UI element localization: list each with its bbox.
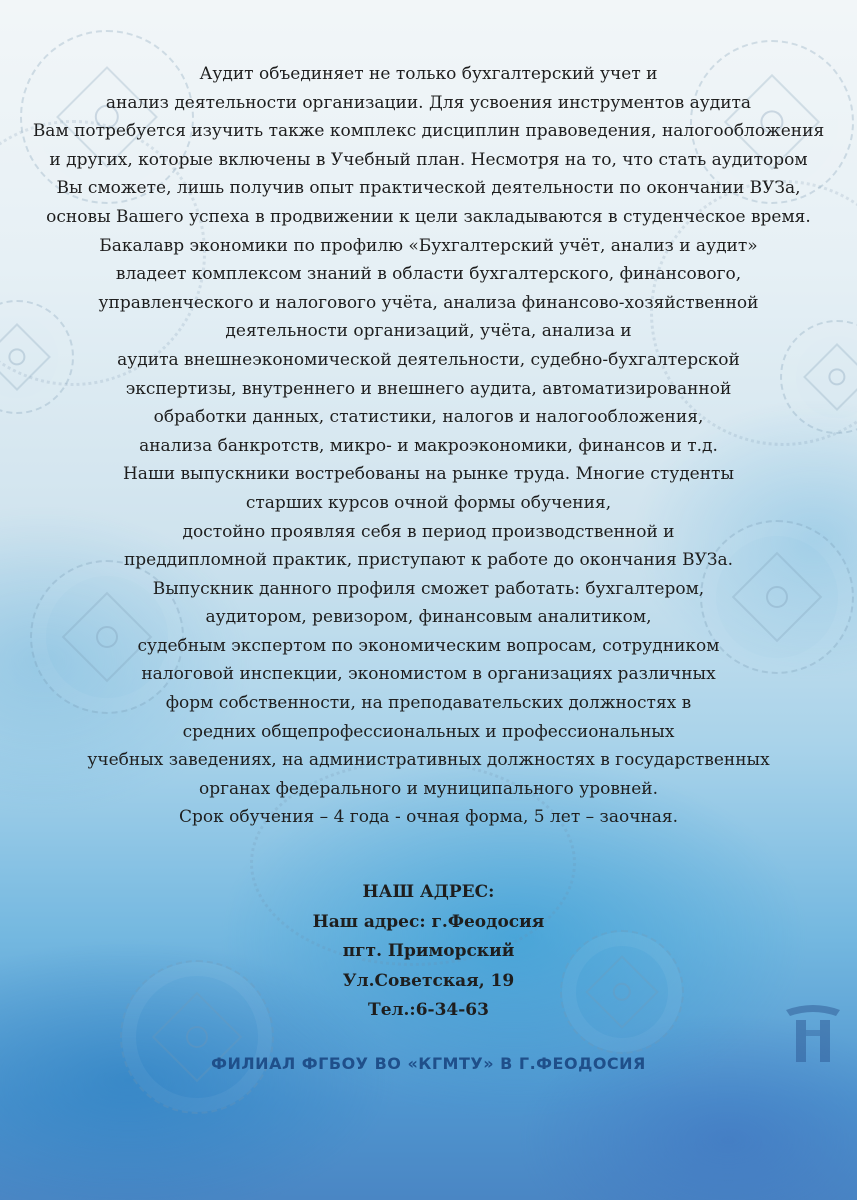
description-line: Наши выпускники востребованы на рынке труда. Многие студенты	[122, 464, 734, 485]
description-line: анализа банкротств, микро- и макроэкономики, финансов и т.д.	[139, 435, 718, 456]
description-line: владеет комплексом знаний в области бухгалтерского, финансового,	[115, 264, 742, 285]
description-line: управленческого и налогового учёта, анализа финансово-хозяйственной	[98, 292, 759, 313]
description-line: Вам потребуется изучить также комплекс дисциплин правоведения, налогообложения	[32, 121, 825, 142]
description-line: достойно проявляя себя в период производственной и	[182, 521, 675, 542]
description-line: налоговой инспекции, экономистом в организациях различных	[141, 664, 716, 685]
description-line: обработки данных, статистики, налогов и налогообложения,	[153, 407, 704, 428]
description-line: форм собственности, на преподавательских должностях в	[165, 693, 692, 714]
address-street: Ул.Советская, 19	[342, 970, 515, 991]
description-line: аудита внешнеэкономической деятельности, судебно-бухгалтерской	[117, 349, 740, 370]
description-line: экспертизы, внутреннего и внешнего аудита, автоматизированной	[125, 378, 732, 399]
address-settlement: пгт. Приморский	[342, 941, 515, 961]
description-line: старших курсов очной формы обучения,	[245, 492, 612, 513]
address-block	[0, 878, 857, 1026]
description-line: учебных заведениях, на административных должностях в государственных	[87, 750, 770, 771]
description-line: Аудит объединяет не только бухгалтерский учет и	[199, 64, 658, 84]
address-city: Наш адрес: г.Феодосия	[312, 911, 545, 932]
description-line: аудитором, ревизором, финансовым аналитиком,	[205, 607, 652, 628]
description-line: анализ деятельности организации. Для усвоения инструментов аудита	[105, 92, 752, 113]
program-description	[0, 60, 857, 832]
organization-name: ФИЛИАЛ ФГБОУ ВО «КГМТУ» В Г.ФЕОДОСИЯ	[211, 1054, 646, 1073]
description-line: Выпускник данного профиля сможет работать: бухгалтером,	[152, 578, 705, 599]
description-line: органах федерального и муниципального уровней.	[198, 778, 659, 799]
address-heading: НАШ АДРЕС:	[362, 882, 495, 902]
description-line: основы Вашего успеха в продвижении к цели закладываются в студенческое время.	[46, 206, 811, 227]
description-line: Бакалавр экономики по профилю «Бухгалтерский учёт, анализ и аудит»	[99, 235, 758, 256]
description-line: и других, которые включены в Учебный план. Несмотря на то, что стать аудитором	[49, 149, 808, 170]
description-line: Вы сможете, лишь получив опыт практической деятельности по окончании ВУЗа,	[56, 178, 801, 199]
description-line: деятельности организаций, учёта, анализа и	[225, 321, 632, 342]
description-line: преддипломной практик, приступают к работе до окончания ВУЗа.	[123, 550, 734, 571]
description-line: средних общепрофессиональных и профессиональных	[182, 721, 675, 742]
address-phone: Тел.:6-34-63	[368, 1000, 489, 1020]
description-line: Срок обучения – 4 года - очная форма, 5 лет – заочная.	[178, 807, 679, 828]
description-line: судебным экспертом по экономическим вопросам, сотрудником	[137, 635, 720, 656]
